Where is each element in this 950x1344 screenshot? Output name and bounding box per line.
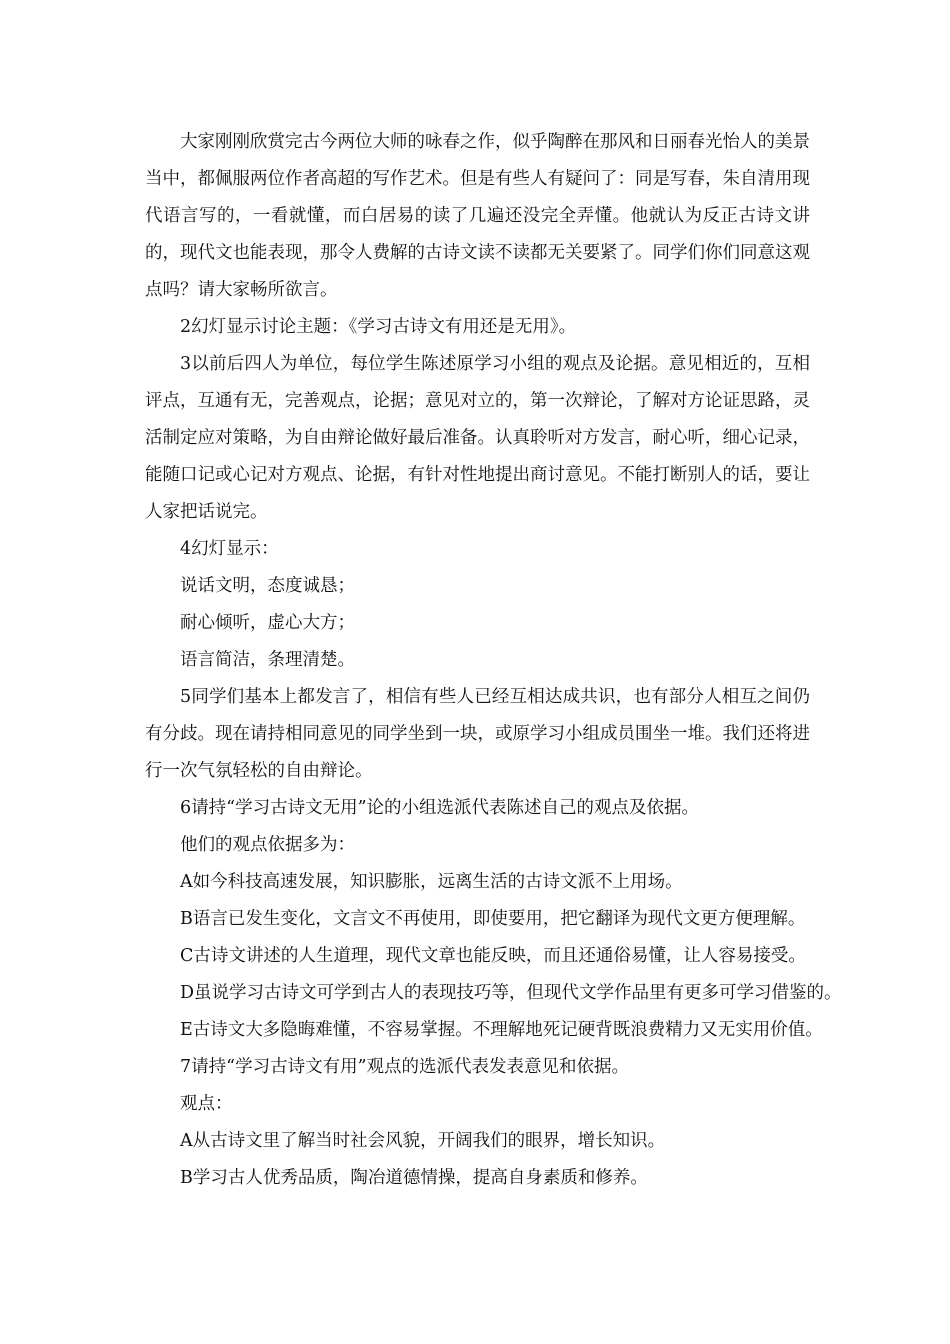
step-6-item: A如今科技高速发展，知识膨胀，远离生活的古诗文派不上用场。 (180, 872, 683, 892)
step-4-item: 说话文明，态度诚恳； (180, 576, 355, 596)
step-7-lead: 观点： (180, 1094, 233, 1114)
step-6-item: B语言已发生变化，文言文不再使用，即使要用，把它翻译为现代文更方便理解。 (180, 909, 806, 929)
step-6-item: E古诗文大多隐晦难懂，不容易掌握。不理解地死记硬背既浪费精力又无实用价值。 (180, 1020, 823, 1040)
document-body (145, 124, 842, 1197)
step-7-item: A从古诗文里了解当时社会风貌，开阔我们的眼界，增长知识。 (180, 1131, 666, 1151)
step-6-lead: 他们的观点依据多为： (180, 835, 355, 855)
step-2-paragraph: 2幻灯显示讨论主题：《学习古诗文有用还是无用》。 (180, 317, 577, 337)
step-7-heading: 7请持“学习古诗文有用”观点的选派代表发表意见和依据。 (180, 1057, 630, 1077)
step-4-heading: 4幻灯显示： (180, 539, 279, 559)
step-6-item: D虽说学习古诗文可学到古人的表现技巧等，但现代文学作品里有更多可学习借鉴的。 (180, 983, 842, 1003)
intro-paragraph: 大家刚刚欣赏完古今两位大师的咏春之作，似乎陶醉在那风和日丽春光怡人的美景当中，都佩服两位作者高超的写作艺术。但是有些人有疑问了：同是写春，朱自清用现代语言写的，一看就懂，而白居易的读了几遍还没完全弄懂。他就认为反正古诗文讲的，现代文也能表现，那令人费解的古诗文读不读都无关要紧了。同学们你们同意这观点吗？请大家畅所欲言。 (145, 132, 810, 300)
step-6-item: C古诗文讲述的人生道理，现代文章也能反映，而且还通俗易懂，让人容易接受。 (180, 946, 806, 966)
step-7-item: B学习古人优秀品质，陶冶道德情操，提高自身素质和修养。 (180, 1168, 648, 1188)
step-5-paragraph: 5同学们基本上都发言了，相信有些人已经互相达成共识，也有部分人相互之间仍有分歧。现在请持相同意见的同学坐到一块，或原学习小组成员围坐一堆。我们还将进行一次气氛轻松的自由辩论。 (145, 687, 810, 781)
step-4-item: 耐心倾听，虚心大方； (180, 613, 355, 633)
step-4-item: 语言简洁，条理清楚。 (180, 650, 355, 670)
step-6-heading: 6请持“学习古诗文无用”论的小组选派代表陈述自己的观点及依据。 (180, 798, 700, 818)
step-3-paragraph: 3以前后四人为单位，每位学生陈述原学习小组的观点及论据。意见相近的，互相评点，互通有无，完善观点，论据；意见对立的，第一次辩论，了解对方论证思路，灵活制定应对策略，为自由辩论做好最后准备。认真聆听对方发言，耐心听，细心记录，能随口记或心记对方观点、论据，有针对性地提出商讨意见。不能打断别人的话，要让人家把话说完。 (145, 354, 810, 522)
